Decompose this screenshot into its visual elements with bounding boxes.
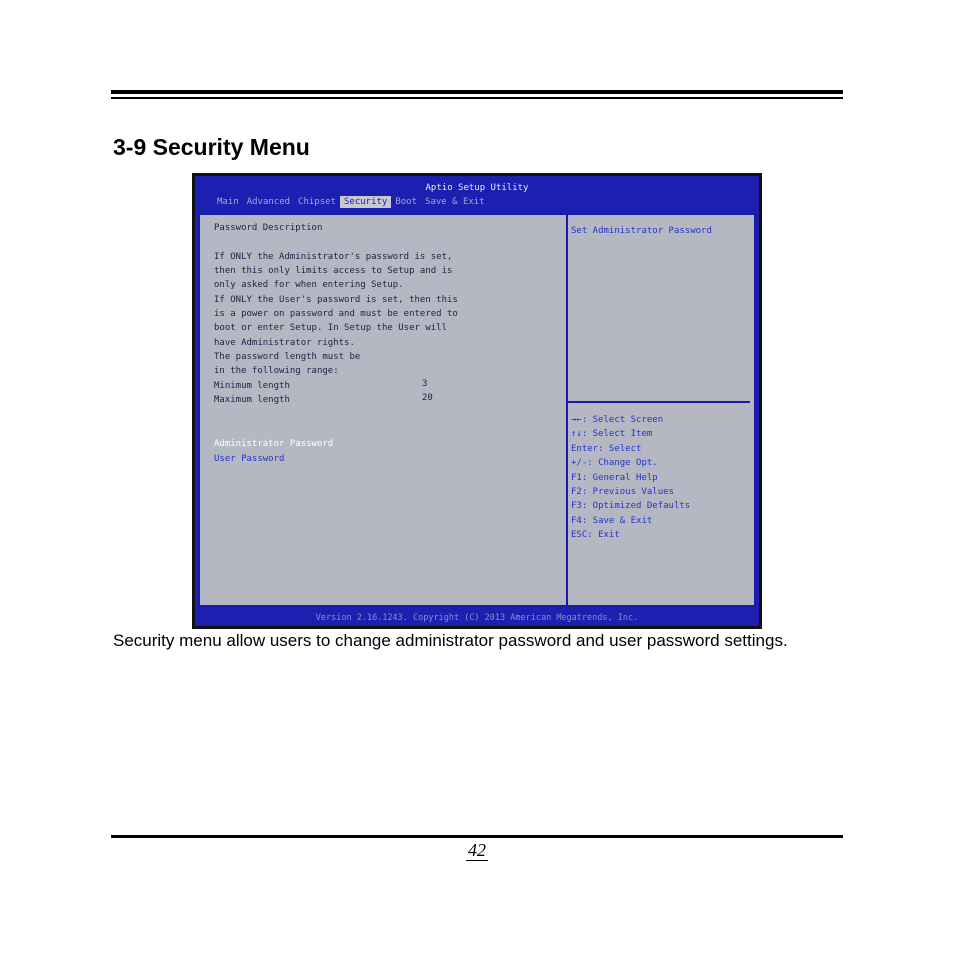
key-help-item: F1: General Help bbox=[571, 472, 658, 483]
min-length-label: Minimum length bbox=[214, 381, 290, 391]
top-rule-thick bbox=[111, 90, 843, 94]
tab-save-exit[interactable]: Save & Exit bbox=[425, 197, 485, 207]
key-help-list bbox=[571, 413, 690, 543]
description-line: boot or enter Setup. In Setup the User will bbox=[214, 323, 447, 333]
key-help-item: Enter: Select bbox=[571, 443, 642, 454]
bios-screen bbox=[195, 176, 759, 626]
key-help-item: F3: Optimized Defaults bbox=[571, 501, 691, 512]
help-description: Set Administrator Password bbox=[571, 226, 712, 236]
bottom-rule bbox=[111, 835, 843, 838]
bios-screenshot bbox=[192, 173, 762, 629]
key-help-item: F2: Previous Values bbox=[571, 487, 674, 498]
bios-footer: Version 2.16.1243. Copyright (C) 2013 American Megatrends, Inc. bbox=[315, 613, 639, 623]
tab-main[interactable]: Main bbox=[217, 197, 239, 207]
key-help-item: →←: Select Screen bbox=[571, 415, 664, 425]
key-help-item: F4: Save & Exit bbox=[571, 515, 653, 526]
key-help-item: ↑↓: Select Item bbox=[571, 429, 653, 440]
description-line: in the following range: bbox=[214, 366, 339, 376]
page-number-container bbox=[0, 840, 954, 861]
key-help-item: +/-: Change Opt. bbox=[571, 458, 658, 469]
description-line: only asked for when entering Setup. bbox=[214, 280, 404, 290]
min-length-value: 3 bbox=[422, 379, 428, 389]
help-pane bbox=[568, 215, 754, 605]
description-line: have Administrator rights. bbox=[214, 338, 355, 348]
description-line: If ONLY the Administrator's password is set, bbox=[214, 252, 453, 262]
settings-pane bbox=[200, 215, 568, 605]
description-line: Password Description bbox=[214, 223, 323, 233]
bios-tab-bar bbox=[213, 196, 489, 208]
page-number: 42 bbox=[468, 840, 486, 860]
bios-content-frame bbox=[198, 213, 756, 607]
section-heading: 3-9 Security Menu bbox=[113, 134, 310, 160]
user-password-item[interactable]: User Password bbox=[214, 454, 285, 464]
key-help-item: ESC: Exit bbox=[571, 530, 620, 541]
tab-security[interactable]: Security bbox=[340, 196, 391, 208]
max-length-label: Maximum length bbox=[214, 395, 290, 405]
description-line: then this only limits access to Setup and is bbox=[214, 266, 453, 276]
tab-chipset[interactable]: Chipset bbox=[298, 197, 336, 207]
top-rule-thin bbox=[111, 97, 843, 99]
help-divider bbox=[568, 401, 750, 403]
description-line: is a power on password and must be entered to bbox=[214, 309, 458, 319]
body-paragraph: Security menu allow users to change administrator password and user password settings. bbox=[113, 631, 788, 650]
description-line: If ONLY the User's password is set, then this bbox=[214, 295, 458, 305]
tab-boot[interactable]: Boot bbox=[395, 197, 418, 207]
bios-title: Aptio Setup Utility bbox=[425, 183, 529, 193]
description-line: The password length must be bbox=[214, 352, 361, 362]
tab-advanced[interactable]: Advanced bbox=[246, 197, 291, 207]
max-length-value: 20 bbox=[422, 393, 433, 403]
administrator-password-item[interactable]: Administrator Password bbox=[214, 439, 334, 449]
